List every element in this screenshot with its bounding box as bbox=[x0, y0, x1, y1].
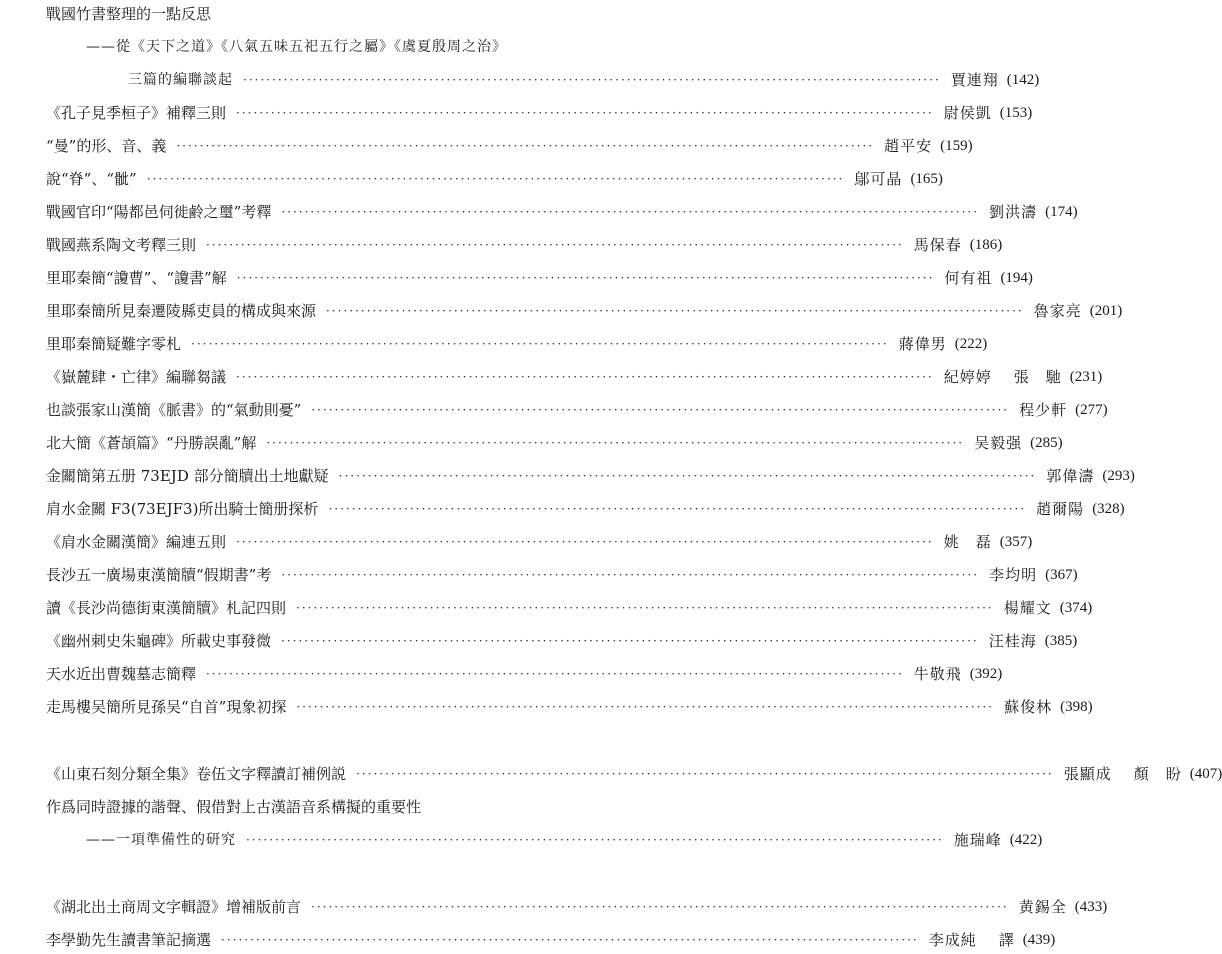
toc-entry[interactable] bbox=[0, 264, 1033, 292]
toc-entry[interactable] bbox=[0, 429, 1063, 457]
entry-author: 顏 盼 bbox=[1133, 764, 1182, 783]
toc-entry[interactable] bbox=[0, 495, 1125, 523]
entry-page-number: (142) bbox=[1006, 71, 1040, 88]
toc-entry[interactable] bbox=[0, 363, 1103, 391]
toc-entry[interactable] bbox=[0, 0, 792, 28]
entry-author: 程少軒 bbox=[1019, 400, 1068, 419]
leader-dots: ························································································································ bbox=[281, 568, 980, 582]
toc-entry[interactable] bbox=[0, 132, 973, 160]
leader-dots: ························································································································ bbox=[356, 767, 1054, 781]
leader-dots: ························································································································ bbox=[236, 535, 934, 549]
entry-page-number: (407) bbox=[1189, 765, 1222, 782]
entry-title: 長沙五一廣場東漢簡牘“假期書”考 bbox=[46, 565, 272, 584]
leader-dots: ························································································································ bbox=[311, 403, 1010, 417]
entry-author: 蔣偉男 bbox=[898, 334, 947, 353]
entry-title: 里耶秦簡疑難字零札 bbox=[46, 334, 182, 353]
leader-dots: ························································································································ bbox=[206, 667, 904, 681]
entry-title: 戰國官印“陽都邑伺徙鹷之璽”考釋 bbox=[46, 202, 272, 221]
entry-author: 馬保春 bbox=[913, 235, 962, 254]
entry-page-number: (153) bbox=[999, 104, 1033, 121]
entry-page-number: (357) bbox=[999, 533, 1033, 550]
entry-title: 走馬樓吴簡所見孫吴“自首”現象初探 bbox=[46, 697, 287, 716]
leader-dots: ························································································································ bbox=[296, 700, 995, 714]
entry-author: 黄錫全 bbox=[1018, 897, 1067, 916]
toc-entry[interactable] bbox=[0, 826, 1043, 854]
entry-page-number: (328) bbox=[1092, 500, 1125, 517]
entry-author: 賈連翔 bbox=[950, 70, 999, 89]
toc-entry[interactable] bbox=[0, 693, 1093, 721]
toc-entry[interactable] bbox=[0, 231, 1003, 259]
entry-title: 金關簡第五册 73EJD 部分簡牘出土地獻疑 bbox=[46, 466, 329, 485]
entry-page-number: (165) bbox=[910, 170, 943, 187]
toc-entry[interactable] bbox=[0, 462, 1135, 490]
entry-page-number: (159) bbox=[940, 137, 973, 154]
entry-page-number: (231) bbox=[1069, 368, 1103, 385]
entry-author: 吴毅强 bbox=[974, 433, 1023, 452]
toc-entry[interactable] bbox=[0, 528, 1033, 556]
leader-dots: ························································································································ bbox=[281, 634, 979, 648]
toc-entry[interactable] bbox=[0, 33, 792, 61]
toc-entry[interactable] bbox=[0, 760, 1222, 788]
toc-entry[interactable] bbox=[0, 926, 1056, 954]
entry-page-number: (433) bbox=[1074, 898, 1108, 915]
leader-dots: ························································································································ bbox=[236, 370, 934, 384]
toc-entry[interactable] bbox=[0, 594, 1093, 622]
entry-title: 《孔子見季桓子》補釋三則 bbox=[46, 103, 227, 122]
entry-author: 紀婷婷 bbox=[943, 367, 992, 386]
leader-dots: ························································································································ bbox=[266, 436, 965, 450]
entry-title: ——一項準備性的研究 bbox=[86, 832, 236, 848]
leader-dots: ························································································································ bbox=[246, 833, 944, 847]
entry-author: 蘇俊林 bbox=[1004, 697, 1053, 716]
entry-author: 魯家亮 bbox=[1033, 301, 1082, 320]
entry-page-number: (367) bbox=[1045, 566, 1078, 583]
entry-author: 郭偉濤 bbox=[1046, 466, 1095, 485]
toc-entry[interactable] bbox=[0, 660, 1003, 688]
entry-title: 《肩水金關漢簡》編連五則 bbox=[46, 532, 227, 551]
entry-title: 戰國燕系陶文考釋三則 bbox=[46, 235, 197, 254]
entry-title: 李學勤先生讀書筆記摘選 bbox=[46, 930, 212, 949]
entry-author: 趙爾陽 bbox=[1036, 499, 1085, 518]
leader-dots: ························································································································ bbox=[328, 502, 1027, 516]
entry-author: 李成純 bbox=[928, 930, 977, 949]
toc-entry[interactable] bbox=[0, 99, 1033, 127]
entry-title: 三篇的編聯談起 bbox=[128, 72, 233, 88]
toc-entry[interactable] bbox=[0, 66, 1040, 94]
entry-author: 姚 磊 bbox=[943, 532, 992, 551]
entry-author: 李均明 bbox=[989, 565, 1038, 584]
leader-dots: ························································································································ bbox=[338, 469, 1037, 483]
toc-entry[interactable] bbox=[0, 165, 943, 193]
leader-dots: ························································································································ bbox=[236, 271, 935, 285]
toc-entry[interactable] bbox=[0, 198, 1078, 226]
entry-page-number: (222) bbox=[954, 335, 988, 352]
entry-author: 何有祖 bbox=[944, 268, 993, 287]
leader-dots: ························································································································ bbox=[221, 933, 919, 947]
entry-page-number: (201) bbox=[1089, 302, 1123, 319]
entry-title: 作爲同時證據的諧聲、假借對上古漢語音系構擬的重要性 bbox=[46, 797, 422, 816]
entry-page-number: (186) bbox=[969, 236, 1003, 253]
entry-page-number: (439) bbox=[1022, 931, 1056, 948]
entry-author: 張 馳 bbox=[1013, 367, 1062, 386]
entry-page-number: (385) bbox=[1044, 632, 1078, 649]
entry-title: 也談張家山漢簡《脈書》的“氣動則憂” bbox=[46, 400, 302, 419]
entry-title: 讀《長沙尚德街東漢簡牘》札記四則 bbox=[46, 598, 287, 617]
leader-dots: ························································································································ bbox=[281, 205, 980, 219]
entry-author: 鄔可晶 bbox=[854, 169, 903, 188]
leader-dots: ························································································································ bbox=[176, 139, 875, 153]
entry-title: 《山東石刻分類全集》卷伍文字釋讀訂補例説 bbox=[46, 764, 347, 783]
toc-entry[interactable] bbox=[0, 893, 1108, 921]
entry-title: 天水近出曹魏墓志簡釋 bbox=[46, 664, 197, 683]
entry-author: 劉洪濤 bbox=[989, 202, 1038, 221]
entry-page-number: (285) bbox=[1030, 434, 1063, 451]
entry-author: 張顯成 bbox=[1063, 764, 1112, 783]
leader-dots: ························································································································ bbox=[311, 900, 1009, 914]
entry-page-number: (374) bbox=[1059, 599, 1093, 616]
entry-title: 肩水金關 F3(73EJF3)所出騎士簡册探析 bbox=[46, 499, 319, 518]
entry-title: ——從《天下之道》《八氣五味五祀五行之屬》《虞夏殷周之治》 bbox=[86, 39, 507, 55]
entry-title: 北大簡《蒼頡篇》“丹勝誤亂”解 bbox=[46, 433, 257, 452]
entry-author: 趙平安 bbox=[884, 136, 933, 155]
leader-dots: ························································································································ bbox=[296, 601, 994, 615]
entry-page-number: (277) bbox=[1075, 401, 1108, 418]
leader-dots: ························································································································ bbox=[206, 238, 904, 252]
entry-title: 《幽州刺史朱龜碑》所載史事發微 bbox=[46, 631, 272, 650]
toc-entry[interactable] bbox=[0, 627, 1078, 655]
entry-author: 譯 bbox=[998, 930, 1015, 949]
entry-page-number: (422) bbox=[1009, 831, 1043, 848]
toc-entry[interactable] bbox=[0, 297, 1123, 325]
toc-entry[interactable] bbox=[0, 793, 792, 821]
entry-page-number: (398) bbox=[1060, 698, 1093, 715]
entry-page-number: (194) bbox=[1000, 269, 1033, 286]
entry-title: 里耶秦簡所見秦遷陵縣吏員的構成與來源 bbox=[46, 301, 317, 320]
entry-author: 牛敬飛 bbox=[913, 664, 962, 683]
entry-title: 《湖北出土商周文字輯證》增補版前言 bbox=[46, 897, 302, 916]
entry-author: 施瑞峰 bbox=[953, 830, 1002, 849]
entry-page-number: (392) bbox=[969, 665, 1003, 682]
entry-page-number: (174) bbox=[1045, 203, 1078, 220]
entry-title: 《嶽麓肆・亡律》編聯芻議 bbox=[46, 367, 227, 386]
leader-dots: ························································································································ bbox=[326, 304, 1024, 318]
leader-dots: ························································································································ bbox=[191, 337, 889, 351]
entry-author: 尉侯凱 bbox=[943, 103, 992, 122]
leader-dots: ························································································································ bbox=[243, 73, 941, 87]
entry-title: 說“脊”、“骴” bbox=[46, 169, 137, 188]
entry-author: 楊耀文 bbox=[1003, 598, 1052, 617]
toc-entry[interactable] bbox=[0, 561, 1078, 589]
leader-dots: ························································································································ bbox=[146, 172, 845, 186]
toc-entry[interactable] bbox=[0, 396, 1108, 424]
entry-page-number: (293) bbox=[1102, 467, 1135, 484]
entry-title: 戰國竹書整理的一點反思 bbox=[46, 4, 212, 23]
toc-entry[interactable] bbox=[0, 330, 988, 358]
entry-author: 汪桂海 bbox=[988, 631, 1037, 650]
entry-title: 里耶秦簡“讂曹”、“讂書”解 bbox=[46, 268, 227, 287]
leader-dots: ························································································································ bbox=[236, 106, 934, 120]
entry-title: “曼”的形、音、義 bbox=[46, 136, 167, 155]
